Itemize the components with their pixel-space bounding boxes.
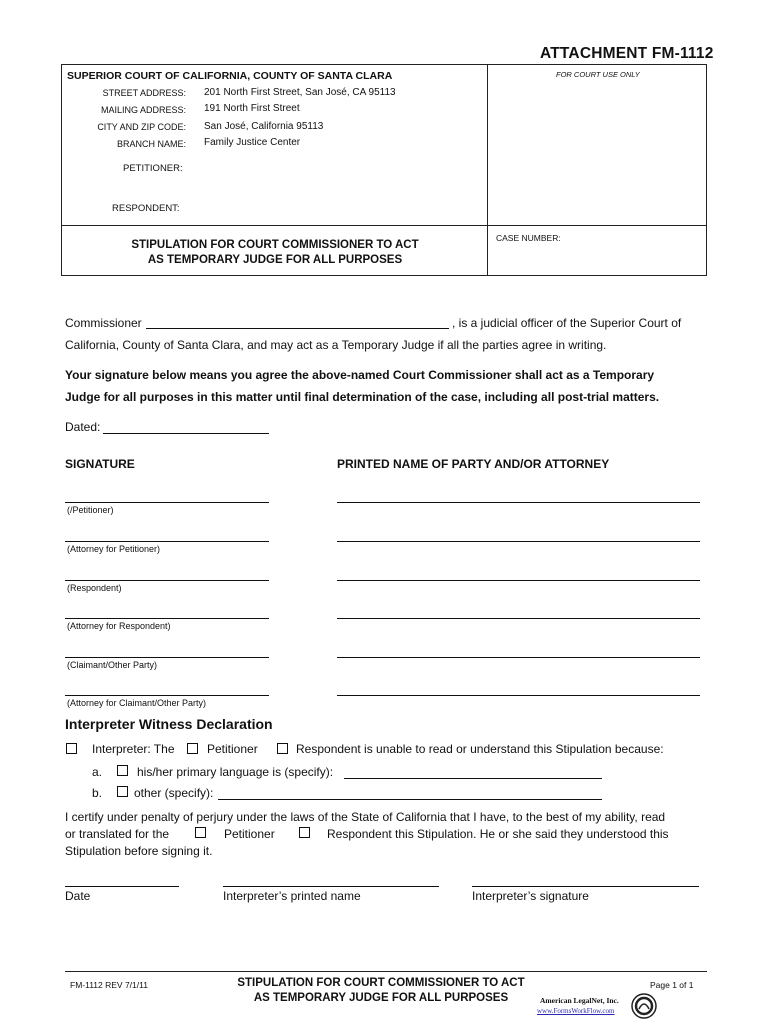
signature-caption: (Attorney for Petitioner)	[67, 544, 161, 554]
primary-language-checkbox[interactable]	[117, 765, 128, 776]
petitioner-text: Petitioner	[207, 742, 258, 756]
interpreter-checkbox[interactable]	[66, 743, 77, 754]
interpreter-heading: Interpreter Witness Declaration	[65, 716, 273, 732]
interpreter-printed-name-label: Interpreter’s printed name	[223, 889, 361, 903]
respondent-label: RESPONDENT:	[112, 203, 180, 214]
footer-title: STIPULATION FOR COURT COMMISSIONER TO ACT AS TEMPORARY JUDGE FOR ALL PURPOSES	[237, 977, 525, 1004]
court-use-label: FOR COURT USE ONLY	[556, 70, 640, 79]
stipulation-title: STIPULATION FOR COURT COMMISSIONER TO ACT AS TEMPORARY JUDGE FOR ALL PURPOSES	[131, 239, 419, 266]
printed-name-line-attorney-claimant[interactable]	[337, 695, 700, 696]
petitioner-label: PETITIONER:	[123, 163, 183, 174]
city-zip-value[interactable]: San José, California 95113	[204, 121, 324, 132]
logo-url[interactable]: www.FormsWorkFlow.com	[537, 1007, 615, 1015]
certify-text-1: I certify under penalty of perjury under the laws of the State of California that I have, to the best of my ability, read	[65, 810, 666, 824]
interpreter-date-line[interactable]	[65, 886, 179, 887]
commissioner-label: Commissioner	[65, 316, 142, 330]
signature-line-attorney-respondent[interactable]	[65, 618, 269, 619]
publisher-logo	[533, 993, 657, 1021]
signature-line-attorney-claimant[interactable]	[65, 695, 269, 696]
mailing-address-label: MAILING ADDRESS:	[100, 105, 186, 115]
logo-seal-icon	[631, 993, 657, 1019]
petitioner-checkbox[interactable]	[187, 743, 198, 754]
branch-name-value[interactable]: Family Justice Center	[204, 137, 301, 148]
signature-caption: (Attorney for Claimant/Other Party)	[67, 698, 207, 708]
agreement-text-2: Judge for all purposes in this matter until final determination of the case, including all post-trial matters.	[65, 390, 660, 404]
option-a-label: a.	[92, 765, 103, 779]
other-text: other (specify):	[134, 786, 214, 800]
footer-rule	[65, 971, 707, 972]
interpreter-signature-label: Interpreter’s signature	[472, 889, 589, 903]
signature-line-attorney-petitioner[interactable]	[65, 541, 269, 542]
printed-name-line-petitioner[interactable]	[337, 502, 700, 503]
agreement-text-1: Your signature below means you agree the above-named Court Commissioner shall act as a Temporary	[65, 368, 655, 382]
option-b-label: b.	[92, 786, 103, 800]
other-checkbox[interactable]	[117, 786, 128, 797]
signature-caption: (Respondent)	[67, 583, 122, 593]
footer-form-code: FM-1112 REV 7/1/11	[70, 980, 148, 990]
caption-divider	[487, 64, 488, 276]
caption-hrule	[61, 225, 707, 226]
court-name: SUPERIOR COURT OF CALIFORNIA, COUNTY OF SANTA CLARA	[67, 70, 393, 82]
printed-name-header: PRINTED NAME OF PARTY AND/OR ATTORNEY	[337, 457, 610, 471]
signature-line-claimant[interactable]	[65, 657, 269, 658]
case-number-label: CASE NUMBER:	[496, 233, 561, 243]
respondent-checkbox[interactable]	[277, 743, 288, 754]
certify-respondent-checkbox[interactable]	[299, 827, 310, 838]
interpreter-the-text: Interpreter: The	[92, 742, 175, 756]
printed-name-line-attorney-petitioner[interactable]	[337, 541, 700, 542]
other-specify-field[interactable]	[218, 785, 602, 800]
interpreter-signature-line[interactable]	[472, 886, 699, 887]
street-address-value[interactable]: 201 North First Street, San José, CA 95113	[204, 87, 396, 98]
city-zip-label: CITY AND ZIP CODE:	[97, 122, 186, 132]
commissioner-text: , is a judicial officer of the Superior Court of	[452, 316, 682, 330]
respondent-unable-text: Respondent is unable to read or understand this Stipulation because:	[296, 742, 664, 756]
printed-name-line-respondent[interactable]	[337, 580, 700, 581]
interpreter-date-label: Date	[65, 889, 91, 903]
branch-name-label: BRANCH NAME:	[116, 139, 186, 149]
signature-line-respondent[interactable]	[65, 580, 269, 581]
signature-caption: (Attorney for Respondent)	[67, 621, 171, 631]
signature-line-petitioner[interactable]	[65, 502, 269, 503]
form-title: ATTACHMENT FM-1112	[540, 45, 714, 62]
certify-or-text: or translated for the	[65, 827, 170, 841]
certify-petitioner-checkbox[interactable]	[195, 827, 206, 838]
footer-page-number: Page 1 of 1	[650, 980, 694, 990]
interpreter-printed-name-line[interactable]	[223, 886, 439, 887]
authority-text: California, County of Santa Clara, and may act as a Temporary Judge if all the parties agree in writing.	[65, 338, 607, 352]
printed-name-line-claimant[interactable]	[337, 657, 700, 658]
mailing-address-value[interactable]: 191 North First Street	[204, 103, 300, 114]
certify-text-3: Stipulation before signing it.	[65, 844, 213, 858]
logo-name: American LegalNet, Inc.	[540, 996, 619, 1005]
dated-label: Dated:	[65, 420, 101, 434]
printed-name-line-attorney-respondent[interactable]	[337, 618, 700, 619]
commissioner-name-field[interactable]	[146, 314, 449, 329]
dated-field[interactable]	[103, 419, 269, 434]
certify-respondent-text: Respondent this Stipulation. He or she said they understood this	[327, 827, 669, 841]
primary-language-text: his/her primary language is (specify):	[137, 765, 334, 779]
street-address-label: STREET ADDRESS:	[102, 88, 186, 98]
primary-language-field[interactable]	[344, 764, 602, 779]
signature-caption: (/Petitioner)	[67, 505, 114, 515]
signature-header: SIGNATURE	[65, 457, 135, 471]
signature-caption: (Claimant/Other Party)	[67, 660, 158, 670]
certify-petitioner-text: Petitioner	[224, 827, 275, 841]
